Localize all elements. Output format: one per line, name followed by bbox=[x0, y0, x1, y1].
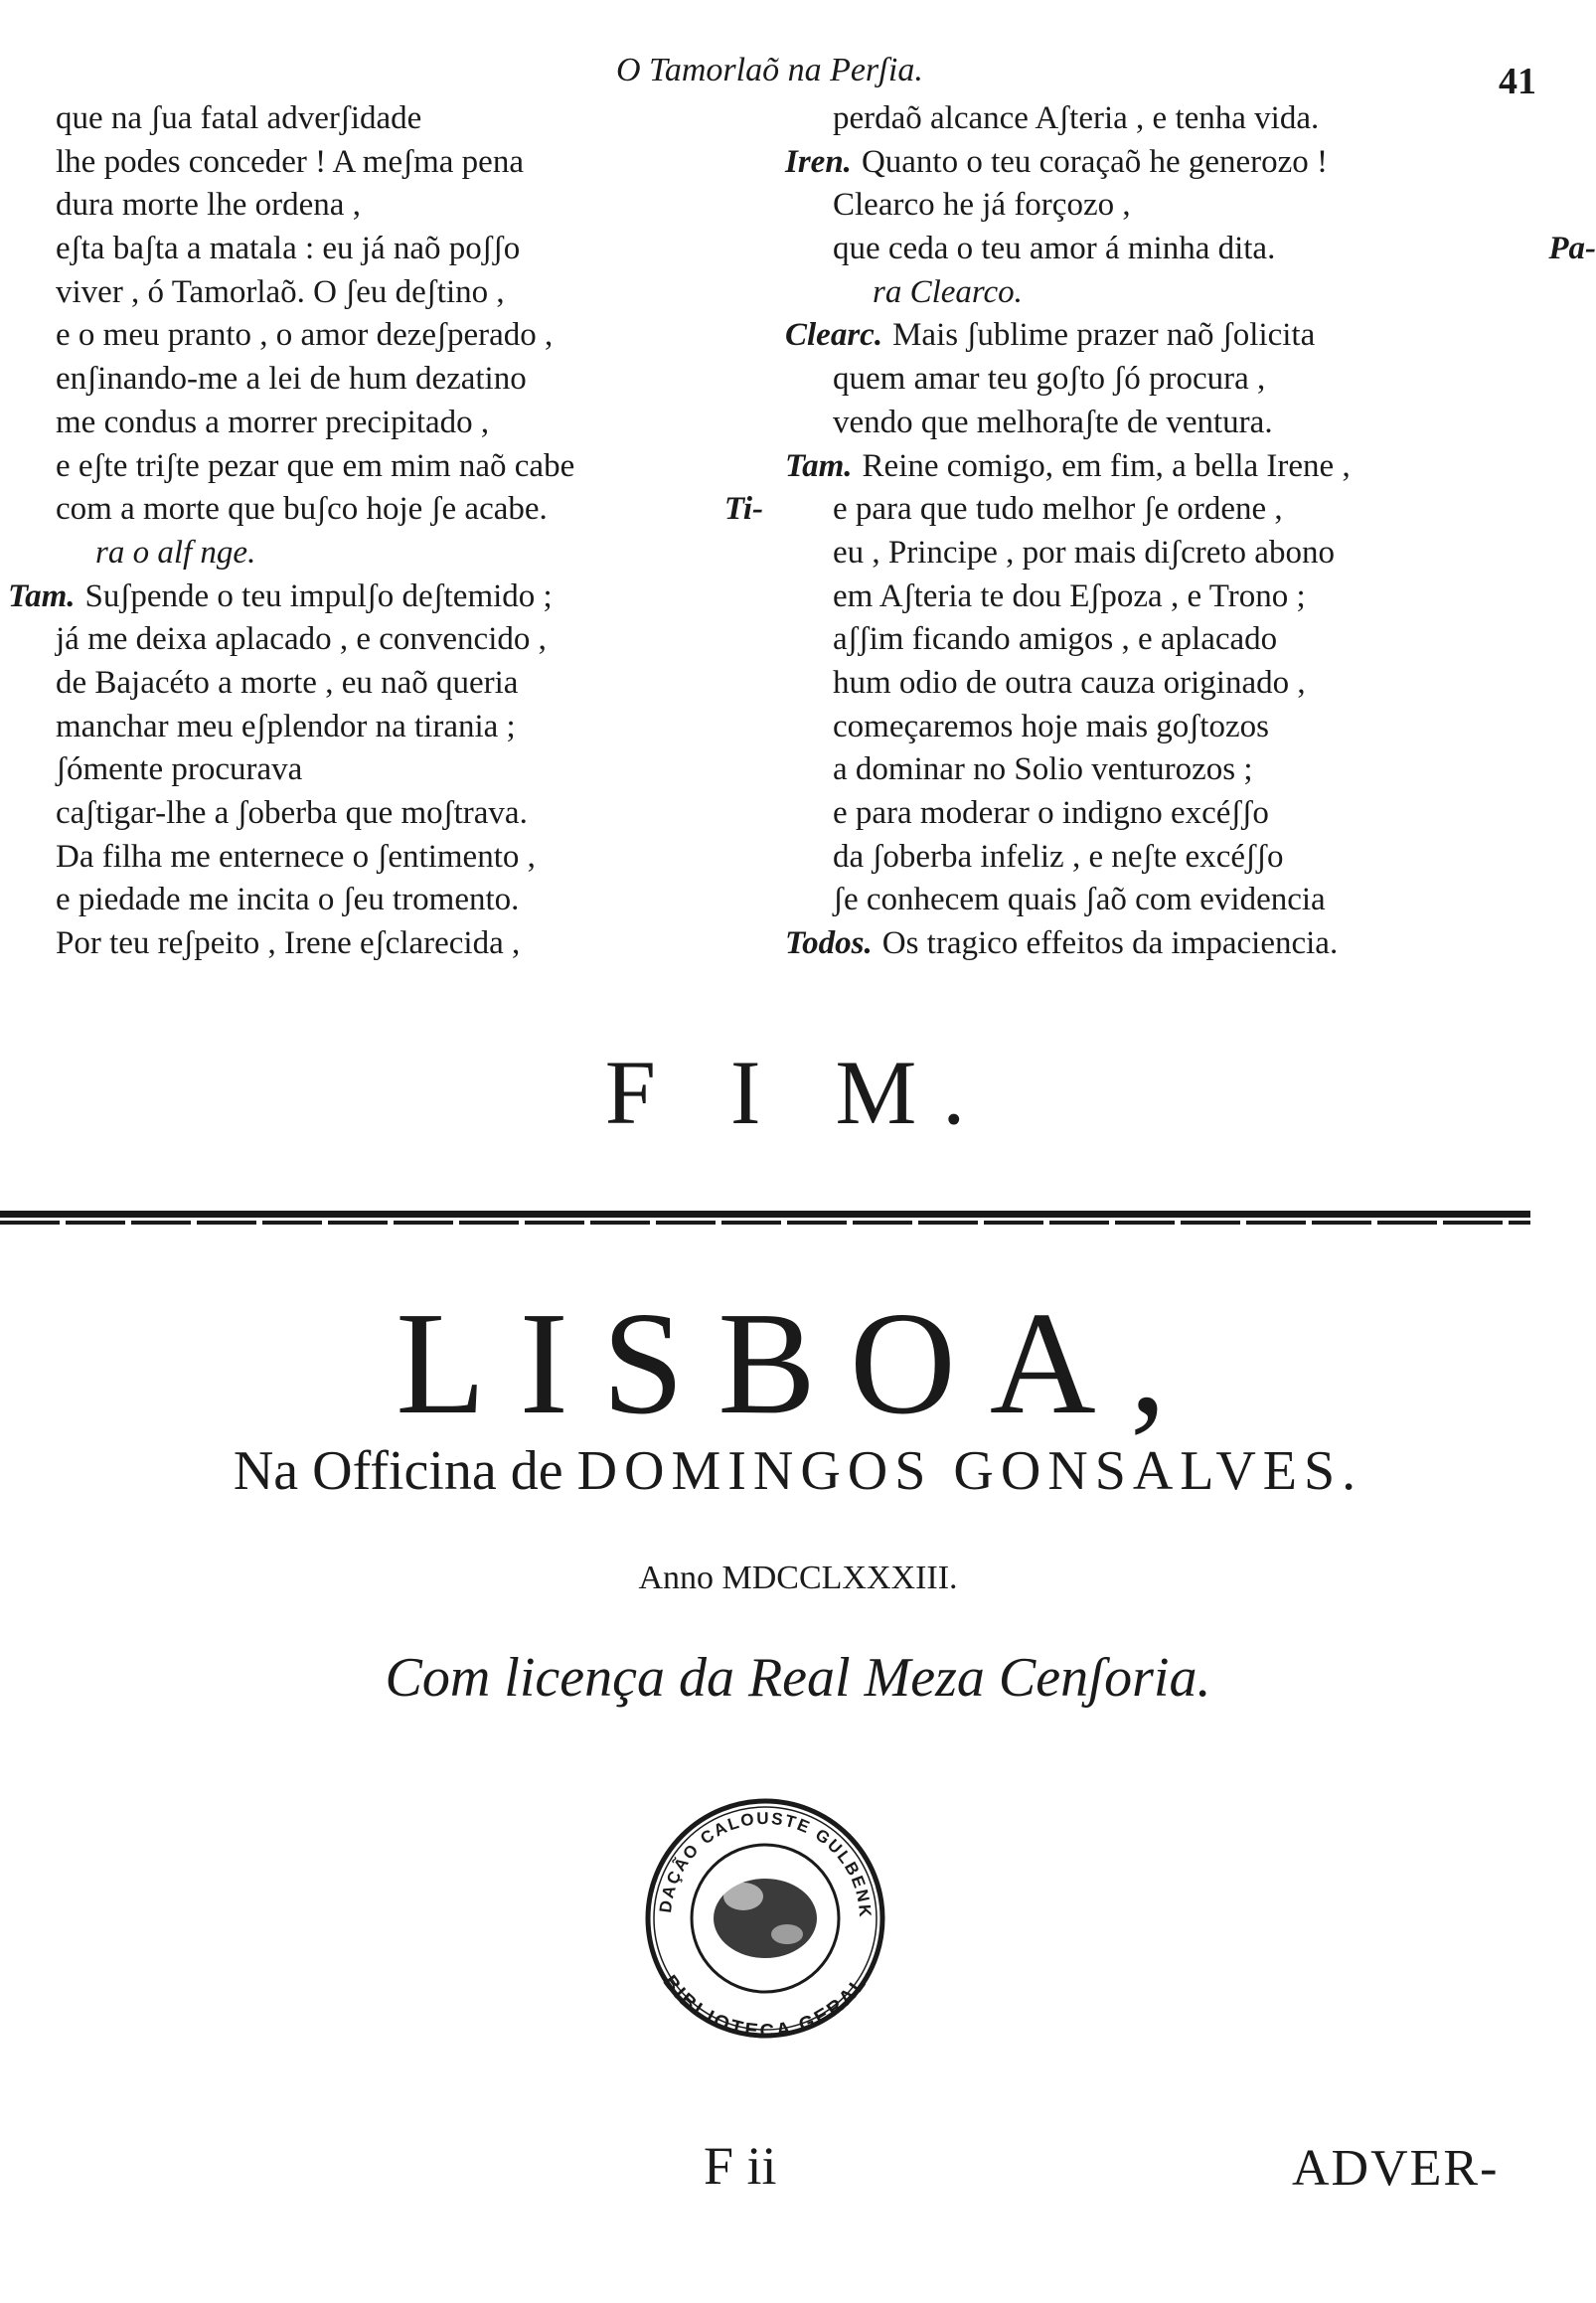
verse-line bbox=[785, 271, 1596, 315]
verse-line bbox=[785, 662, 1596, 706]
verse-line bbox=[785, 576, 1596, 619]
verse-text: ʃe conhecem quais ʃaõ com evidencia bbox=[833, 882, 1326, 918]
page-number: 41 bbox=[1499, 61, 1536, 102]
verse-line bbox=[785, 836, 1596, 880]
verse-line bbox=[8, 532, 763, 576]
verse-text: e o meu pranto , o amor dezeʃperado , bbox=[56, 317, 554, 354]
verse-line bbox=[8, 748, 763, 792]
verse-line bbox=[785, 445, 1596, 489]
verse-text: enʃinando-me a lei de hum dezatino bbox=[56, 361, 527, 398]
stamp-ring-text: DAÇÃO CALOUSTE GULBENK bbox=[655, 1808, 876, 1919]
verse-line bbox=[8, 662, 763, 706]
verse-text: Suʃpende o teu impulʃo deʃtemido ; bbox=[84, 577, 553, 614]
verse-text: que na ʃua fatal adverʃidade bbox=[56, 100, 422, 136]
signature-mark: F ii bbox=[704, 2136, 777, 2196]
svg-text:BIBLIOTECA GERAL bbox=[659, 1971, 873, 2043]
verse-line bbox=[8, 836, 763, 880]
stage-direction: ra o alf nge. bbox=[95, 534, 256, 571]
ornamental-rule bbox=[0, 1211, 1530, 1229]
verse-text: dura morte lhe ordena , bbox=[56, 187, 361, 224]
verse-text: e para moderar o indigno excéʃʃo bbox=[833, 795, 1269, 831]
verse-line bbox=[8, 141, 763, 185]
margin-stage-direction: Ti- bbox=[723, 491, 763, 528]
verse-text: Quanto o teu coraçaõ he generozo ! bbox=[861, 143, 1329, 180]
verse-text: eu , Principe , por mais diʃcreto abono bbox=[833, 534, 1335, 571]
speaker-name: Iren. bbox=[785, 143, 852, 180]
verse-line bbox=[785, 618, 1596, 662]
imprint-year: Anno MDCCLXXXIII. bbox=[638, 1560, 958, 1596]
verse-text: em Aʃteria te dou Eʃpoza , e Trono ; bbox=[833, 577, 1306, 614]
verse-text: Por teu reʃpeito , Irene eʃclarecida , bbox=[56, 925, 521, 962]
verse-line bbox=[8, 706, 763, 749]
right-text-column bbox=[785, 97, 1596, 966]
verse-line bbox=[8, 488, 763, 532]
verse-line bbox=[785, 141, 1596, 185]
verse-line bbox=[785, 488, 1596, 532]
speaker-name: Tam. bbox=[785, 447, 853, 484]
verse-line bbox=[785, 184, 1596, 228]
verse-text: Clearco he já forçozo , bbox=[833, 187, 1131, 224]
verse-text: Da filha me enternece o ʃentimento , bbox=[56, 838, 536, 875]
rule-dashed-line bbox=[0, 1221, 1530, 1225]
verse-line bbox=[785, 706, 1596, 749]
running-title: O Tamorlaõ na Perʃia. bbox=[616, 52, 923, 88]
verse-text: e para que tudo melhor ʃe ordene , bbox=[833, 491, 1283, 528]
verse-line bbox=[785, 402, 1596, 445]
speaker-name: Todos. bbox=[785, 925, 873, 962]
verse-line bbox=[8, 922, 763, 966]
speaker-name: Tam. bbox=[8, 577, 76, 614]
verse-text: ʃómente procurava bbox=[56, 751, 303, 788]
verse-text: viver , ó Tamorlaõ. O ʃeu deʃtino , bbox=[56, 273, 505, 310]
printer-prefix: Na Officina de bbox=[233, 1440, 563, 1502]
verse-line bbox=[8, 879, 763, 922]
verse-text: começaremos hoje mais goʃtozos bbox=[833, 708, 1269, 744]
rule-thick-line bbox=[0, 1211, 1530, 1218]
verse-line bbox=[785, 532, 1596, 576]
end-mark: F I M. bbox=[604, 1042, 992, 1143]
verse-text: a dominar no Solio venturozos ; bbox=[833, 751, 1253, 788]
verse-text: Reine comigo, em fim, a bella Irene , bbox=[862, 447, 1351, 484]
library-stamp-seal bbox=[616, 1769, 914, 2067]
stage-direction: ra Clearco. bbox=[873, 273, 1023, 310]
verse-line bbox=[785, 792, 1596, 836]
verse-text: perdaõ alcance Aʃteria , e tenha vida. bbox=[833, 100, 1320, 136]
verse-line bbox=[785, 314, 1596, 358]
left-text-column bbox=[8, 97, 763, 966]
verse-line bbox=[785, 879, 1596, 922]
verse-line bbox=[8, 271, 763, 315]
verse-text: hum odio de outra cauza originado , bbox=[833, 664, 1306, 701]
verse-line bbox=[8, 358, 763, 402]
speaker-name: Clearc. bbox=[785, 317, 883, 354]
verse-line bbox=[8, 792, 763, 836]
verse-text: eʃta baʃta a matala : eu já naõ poʃʃo bbox=[56, 231, 521, 267]
verse-text: e eʃte triʃte pezar que em mim naõ cabe bbox=[56, 447, 575, 484]
verse-text: vendo que melhoraʃte de ventura. bbox=[833, 404, 1273, 440]
margin-stage-direction: Pa- bbox=[1548, 231, 1596, 267]
library-stamp bbox=[616, 1769, 914, 2067]
verse-line bbox=[785, 358, 1596, 402]
verse-line bbox=[8, 445, 763, 489]
verse-text: já me deixa aplacado , e convencido , bbox=[56, 621, 547, 658]
verse-text: Os tragico effeitos da impaciencia. bbox=[881, 925, 1339, 962]
verse-line bbox=[8, 228, 763, 271]
catchword: ADVER- bbox=[1292, 2140, 1500, 2197]
verse-line bbox=[8, 576, 763, 619]
verse-text: lhe podes conceder ! A meʃma pena bbox=[56, 143, 524, 180]
verse-text: e piedade me incita o ʃeu tromento. bbox=[56, 882, 520, 918]
verse-text: quem amar teu goʃto ʃó procura , bbox=[833, 361, 1266, 398]
verse-text: da ʃoberba infeliz , e neʃte excéʃʃo bbox=[833, 838, 1284, 875]
verse-line bbox=[785, 228, 1596, 271]
imprint-city: LISBOA, bbox=[396, 1282, 1200, 1445]
verse-line bbox=[8, 402, 763, 445]
verse-line bbox=[785, 97, 1596, 141]
verse-text: caʃtigar-lhe a ʃoberba que moʃtrava. bbox=[56, 795, 528, 831]
verse-line bbox=[8, 184, 763, 228]
verse-text: com a morte que buʃco hoje ʃe acabe. bbox=[56, 491, 548, 528]
printer-name: DOMINGOS GONSALVES. bbox=[576, 1440, 1363, 1502]
verse-text: de Bajacéto a morte , eu naõ queria bbox=[56, 664, 519, 701]
stamp-lower-text: BIBLIOTECA GERAL bbox=[658, 1971, 873, 2044]
verse-line bbox=[8, 618, 763, 662]
imprint-printer bbox=[0, 1440, 1596, 1502]
imprint-license: Com licença da Real Meza Cenʃoria. bbox=[385, 1647, 1211, 1709]
verse-line bbox=[785, 922, 1596, 966]
verse-text: Mais ʃublime prazer naõ ʃolicita bbox=[892, 317, 1316, 354]
verse-text: que ceda o teu amor á minha dita. bbox=[833, 231, 1276, 267]
verse-text: aʃʃim ficando amigos , e aplacado bbox=[833, 621, 1278, 658]
verse-line bbox=[8, 314, 763, 358]
verse-line bbox=[785, 748, 1596, 792]
verse-text: me condus a morrer precipitado , bbox=[56, 404, 490, 440]
verse-text: manchar meu eʃplendor na tirania ; bbox=[56, 708, 516, 744]
verse-line bbox=[8, 97, 763, 141]
